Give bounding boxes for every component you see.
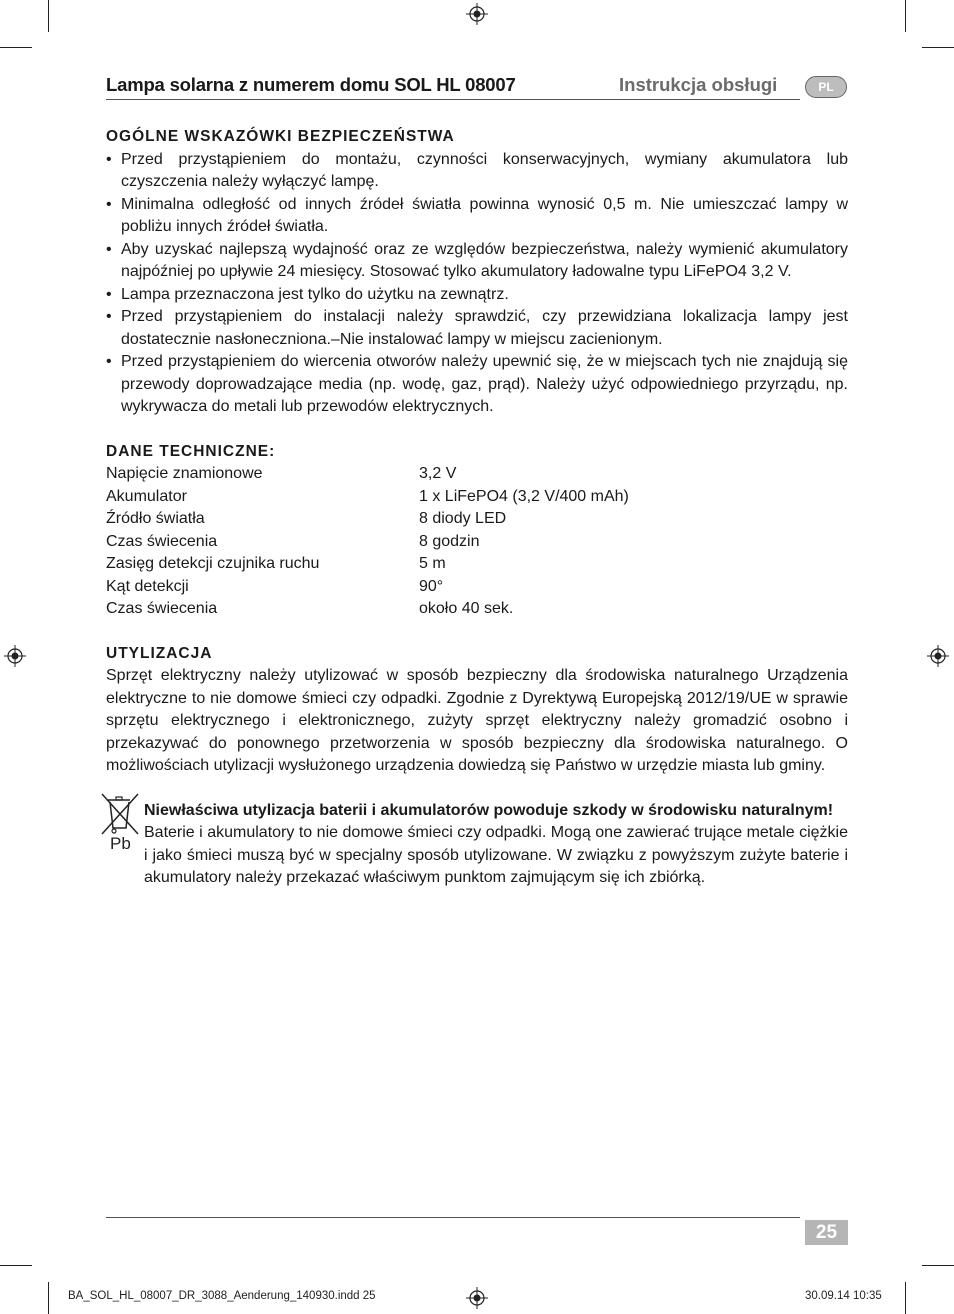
safety-section [106, 126, 848, 419]
footer-divider [106, 1217, 800, 1218]
registration-mark-icon [466, 3, 488, 25]
safety-list [106, 149, 848, 419]
manual-label: Instrukcja obsługi [619, 74, 778, 95]
header-divider [106, 99, 800, 100]
registration-mark-icon [466, 1287, 488, 1309]
spec-label: Akumulator [106, 487, 187, 505]
list-item: • Aby uzyskać najlepszą wydajność oraz ze względów bezpieczeństwa, należy wymienić akumulatory najpóźniej po upływie 24 miesięcy. Stosować tylko akumulatory ładowalne typu LiFePO4 3,2 V. [106, 239, 848, 284]
spec-row [106, 598, 848, 621]
battery-warning [106, 800, 848, 890]
list-item: • Przed przystąpieniem do montażu, czynności konserwacyjnych, wymiany akumulatora lub czyszczenia należy wyłączyć lampę. [106, 149, 848, 194]
spec-label: Kąt detekcji [106, 577, 189, 595]
disposal-heading: UTYLIZACJA [106, 644, 213, 662]
spec-row [106, 486, 848, 509]
page-number: 25 [805, 1220, 848, 1245]
crop-mark [0, 47, 32, 48]
list-item: • Lampa przeznaczona jest tylko do użytku na zewnątrz. [106, 284, 848, 307]
spec-label: Źródło światła [106, 510, 205, 527]
list-item: • Minimalna odległość od innych źródeł światła powinna wynosić 0,5 m. Nie umieszczać lampy w pobliżu innych źródeł światła. [106, 194, 848, 239]
crop-mark [0, 1265, 32, 1266]
spec-row [106, 553, 848, 576]
spec-value: 8 diody LED [419, 510, 507, 527]
crop-mark [922, 1265, 954, 1266]
list-item: • Przed przystąpieniem do wiercenia otworów należy upewnić się, że w miejscach tych nie znajdują się przewody doprowadzające media (np. wodę, gaz, prąd). Należy użyć odpowiedniego przyrządu, np. wykrywacza do metali lub przewodów elektrycznych. [106, 351, 848, 419]
disposal-text: Sprzęt elektryczny należy utylizować w sposób bezpieczny dla środowiska naturalnego Urządzenia elektryczne to nie domowe śmieci czy odpadki. Zgodnie z Dyrektywą Europejską 2012/19/UE w sprawie sprzętu elektrycznego i elektronicznego, zużyty sprzęt elektryczny należy gromadzić osobno i przekazywać do ponownego przetworzenia w sposób bezpieczny dla środowiska naturalnego. O możliwościach utylizacji wysłużonego urządzenia dowiedzą się Państwo w urzędzie miasta lub gminy. [106, 667, 848, 774]
list-item: • Przed przystąpieniem do instalacji należy sprawdzić, czy przewidziana lokalizacja lampy jest dostatecznie nasłoneczniona.–Nie instalować lampy w miejscu zacienionym. [106, 306, 848, 351]
spec-row [106, 463, 848, 486]
spec-value: 8 godzin [419, 532, 480, 550]
registration-mark-icon [927, 645, 949, 667]
spec-row [106, 531, 848, 554]
crop-mark [905, 0, 906, 32]
spec-label: Czas świecenia [106, 532, 218, 550]
tech-heading: DANE TECHNICZNE: [106, 442, 276, 460]
crop-mark [48, 0, 49, 32]
registration-mark-icon [4, 645, 26, 667]
spec-row [106, 508, 848, 531]
spec-value: 5 m [419, 555, 446, 572]
safety-heading: OGÓLNE WSKAZÓWKI BEZPIECZEŃSTWA [106, 128, 455, 145]
crop-mark [905, 1282, 906, 1314]
spec-value: około 40 sek. [419, 600, 514, 617]
slug-filename: BA_SOL_HL_08007_DR_3088_Aenderung_140930.indd 25 [68, 1290, 376, 1302]
page-content [106, 126, 848, 890]
warning-bold: Niewłaściwa utylizacja baterii i akumulatorów powoduje szkody w środowisku naturalnym! [144, 801, 834, 819]
tech-section [106, 441, 848, 621]
spec-row [106, 576, 848, 599]
warning-text: Baterie i akumulatory to nie domowe śmieci czy odpadki. Mogą one zawierać trujące metale ciężkie i jako śmieci muszą być w specjalny sposób utylizowane. W związku z powyższym zużyte baterie i akumulatory należy przekazać właściwym punktom zajmującym się ich zbiórką. [144, 824, 848, 886]
disposal-section [106, 643, 848, 778]
spec-value: 3,2 V [419, 465, 457, 482]
crop-mark [48, 1282, 49, 1314]
crossed-bin-icon [100, 792, 140, 850]
crop-mark [922, 47, 954, 48]
spec-label: Zasięg detekcji czujnika ruchu [106, 555, 320, 572]
language-badge: PL [805, 76, 847, 98]
spec-value: 1 x LiFePO4 (3,2 V/400 mAh) [419, 487, 629, 505]
document-title: Lampa solarna z numerem domu SOL HL 08007 [106, 74, 516, 95]
spec-value: 90° [419, 577, 444, 595]
slug-date: 30.09.14 10:35 [805, 1290, 882, 1302]
pb-label: Pb [110, 833, 131, 850]
spec-label: Czas świecenia [106, 600, 218, 617]
spec-label: Napięcie znamionowe [106, 465, 263, 482]
